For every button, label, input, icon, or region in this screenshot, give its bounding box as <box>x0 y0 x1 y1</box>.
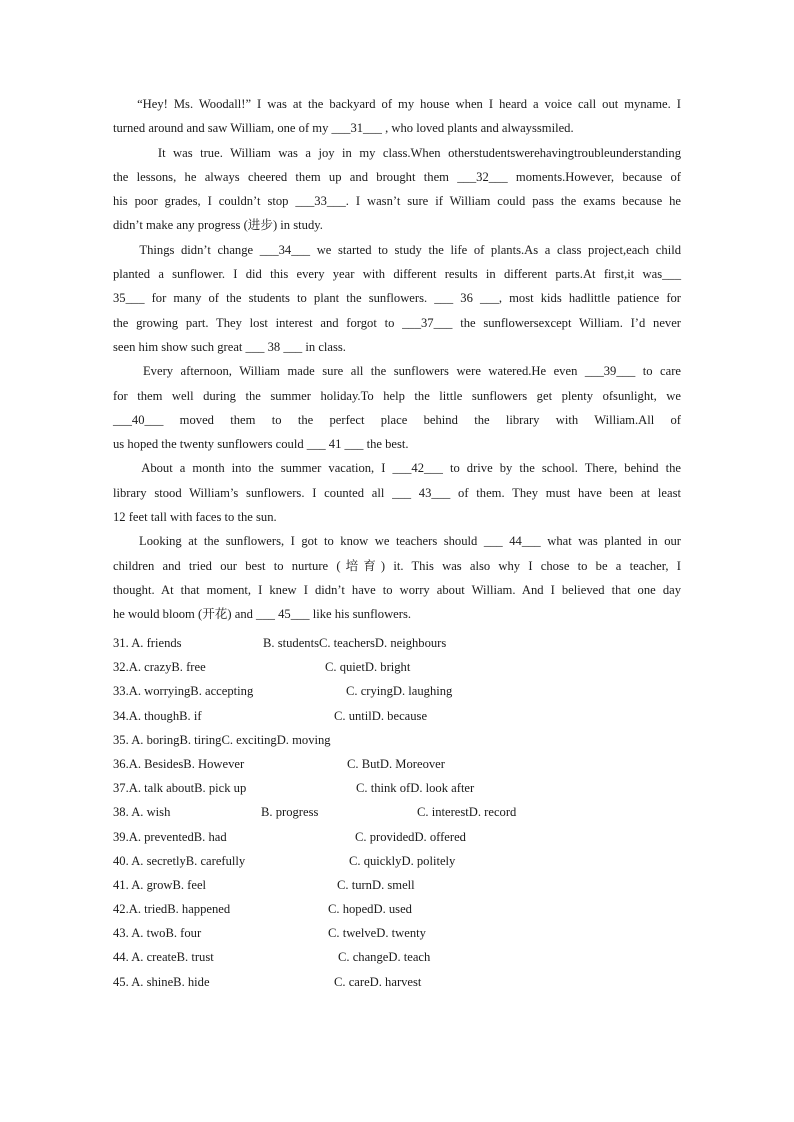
passage-line: seen him show such great ___ 38 ___ in class. <box>113 339 346 354</box>
question-options-a: 45. A. shineB. hide <box>113 974 210 989</box>
passage-line: didn’t make any progress (进步) in study. <box>113 218 323 233</box>
question-options-c: C. quietD. bright <box>325 660 411 675</box>
question-43 <box>113 921 681 945</box>
question-options-b: B. progress <box>261 805 319 820</box>
passage-line: Looking at the sunflowers, I got to know we teachers should ___ 44___ what was planted in our <box>113 534 681 549</box>
passage-line: Every afternoon, William made sure all the sunflowers were watered.He even ___39___ to care <box>113 364 681 379</box>
passage-line: children and tried our best to nurture (培育) it. This was also why I chose to be a teacher, I <box>113 558 681 573</box>
question-options-c: C. turnD. smell <box>337 877 415 892</box>
passage-line: 12 feet tall with faces to the sun. <box>113 510 277 525</box>
question-options-c: C. interestD. record <box>417 805 517 820</box>
question-45 <box>113 970 681 994</box>
question-options-b: B. studentsC. teachersD. neighbours <box>263 636 447 650</box>
question-options-c: C. twelveD. twenty <box>328 926 426 941</box>
question-options-c: C. providedD. offered <box>355 829 466 844</box>
question-options-a: 44. A. createB. trust <box>113 950 214 965</box>
paragraph-5 <box>113 456 681 529</box>
question-options-c: C. untilD. because <box>334 708 428 723</box>
question-list <box>113 631 681 994</box>
question-31 <box>113 631 681 655</box>
question-36 <box>113 752 681 776</box>
question-options-c: C. hopedD. used <box>328 902 412 917</box>
paragraph-1 <box>113 92 681 141</box>
passage-line: for them well during the summer holiday.To help the little sunflowers get plenty ofsunlight, we <box>113 388 681 403</box>
passage-line: turned around and saw William, one of my ___31___ , who loved plants and alwayssmiled. <box>113 121 574 136</box>
passage-line: ___40___ moved them to the perfect place behind the library with William.All of <box>113 412 681 427</box>
question-options-a: 37.A. talk aboutB. pick up <box>113 781 247 796</box>
passage-line: thought. At that moment, I knew I didn’t have to worry about William. And I believed that one day <box>113 582 681 597</box>
paragraph-4 <box>113 359 681 456</box>
question-options-c: C. careD. harvest <box>334 974 422 989</box>
question-40 <box>113 849 681 873</box>
question-41 <box>113 873 681 897</box>
question-34 <box>113 704 681 728</box>
question-options-c: C. cryingD. laughing <box>346 684 453 699</box>
question-options-c: C. think ofD. look after <box>356 781 475 796</box>
question-options-a: 36.A. BesidesB. However <box>113 756 245 771</box>
passage-line: library stood William’s sunflowers. I counted all ___ 43___ of them. They must have been at least <box>113 485 681 500</box>
question-options-a: 43. A. twoB. four <box>113 926 202 941</box>
question-32 <box>113 655 681 679</box>
question-options-a: 38. A. wish <box>113 805 171 820</box>
passage-line: the lessons, he always cheered them up and brought them ___32___ moments.However, because of <box>113 169 681 184</box>
question-38 <box>113 800 681 824</box>
passage-line: “Hey! Ms. Woodall!” I was at the backyard of my house when I heard a voice call out myname. I <box>113 97 681 111</box>
question-options-c: C. quicklyD. politely <box>349 853 456 868</box>
question-options-a: 32.A. crazyB. free <box>113 660 206 675</box>
passage-line: 35___ for many of the students to plant the sunflowers. ___ 36 ___, most kids hadlittle patience for <box>113 291 681 306</box>
question-33 <box>113 679 681 703</box>
passage-line: the growing part. They lost interest and forgot to ___37___ the sunflowersexcept William. I’d never <box>113 315 681 330</box>
question-37 <box>113 776 681 800</box>
passage-line: us hoped the twenty sunflowers could ___ 41 ___ the best. <box>113 437 409 452</box>
passage-line: planted a sunflower. I did this every year with different results in different parts.At first,it was___ <box>113 267 681 282</box>
paragraph-3 <box>113 238 681 359</box>
passage <box>113 92 681 627</box>
question-35 <box>113 728 681 752</box>
question-options-a: 39.A. preventedB. had <box>113 829 227 844</box>
question-options-a: 31. A. friends <box>113 636 182 650</box>
question-options-a: 35. A. boringB. tiringC. excitingD. moving <box>113 732 331 747</box>
question-39 <box>113 825 681 849</box>
question-options-c: C. ButD. Moreover <box>347 756 445 771</box>
question-44 <box>113 945 681 969</box>
question-options-a: 41. A. growB. feel <box>113 877 207 892</box>
paragraph-6 <box>113 529 681 626</box>
passage-line: It was true. William was a joy in my class.When otherstudentswerehavingtroubleunderstanding <box>113 145 681 160</box>
question-options-a: 33.A. worryingB. accepting <box>113 684 254 699</box>
question-options-a: 40. A. secretlyB. carefully <box>113 853 246 868</box>
question-42 <box>113 897 681 921</box>
question-options-a: 34.A. thoughB. if <box>113 708 202 723</box>
passage-line: About a month into the summer vacation, I ___42___ to drive by the school. There, behind the <box>113 461 681 476</box>
passage-line: Things didn’t change ___34___ we started to study the life of plants.As a class project,each child <box>113 242 681 257</box>
question-options-a: 42.A. triedB. happened <box>113 902 231 917</box>
paragraph-2 <box>113 141 681 238</box>
passage-line: his poor grades, I couldn’t stop ___33___. I wasn’t sure if William could pass the exams because he <box>113 194 681 209</box>
question-options-c: C. changeD. teach <box>338 950 431 965</box>
passage-line: he would bloom (开花) and ___ 45___ like his sunflowers. <box>113 607 412 622</box>
